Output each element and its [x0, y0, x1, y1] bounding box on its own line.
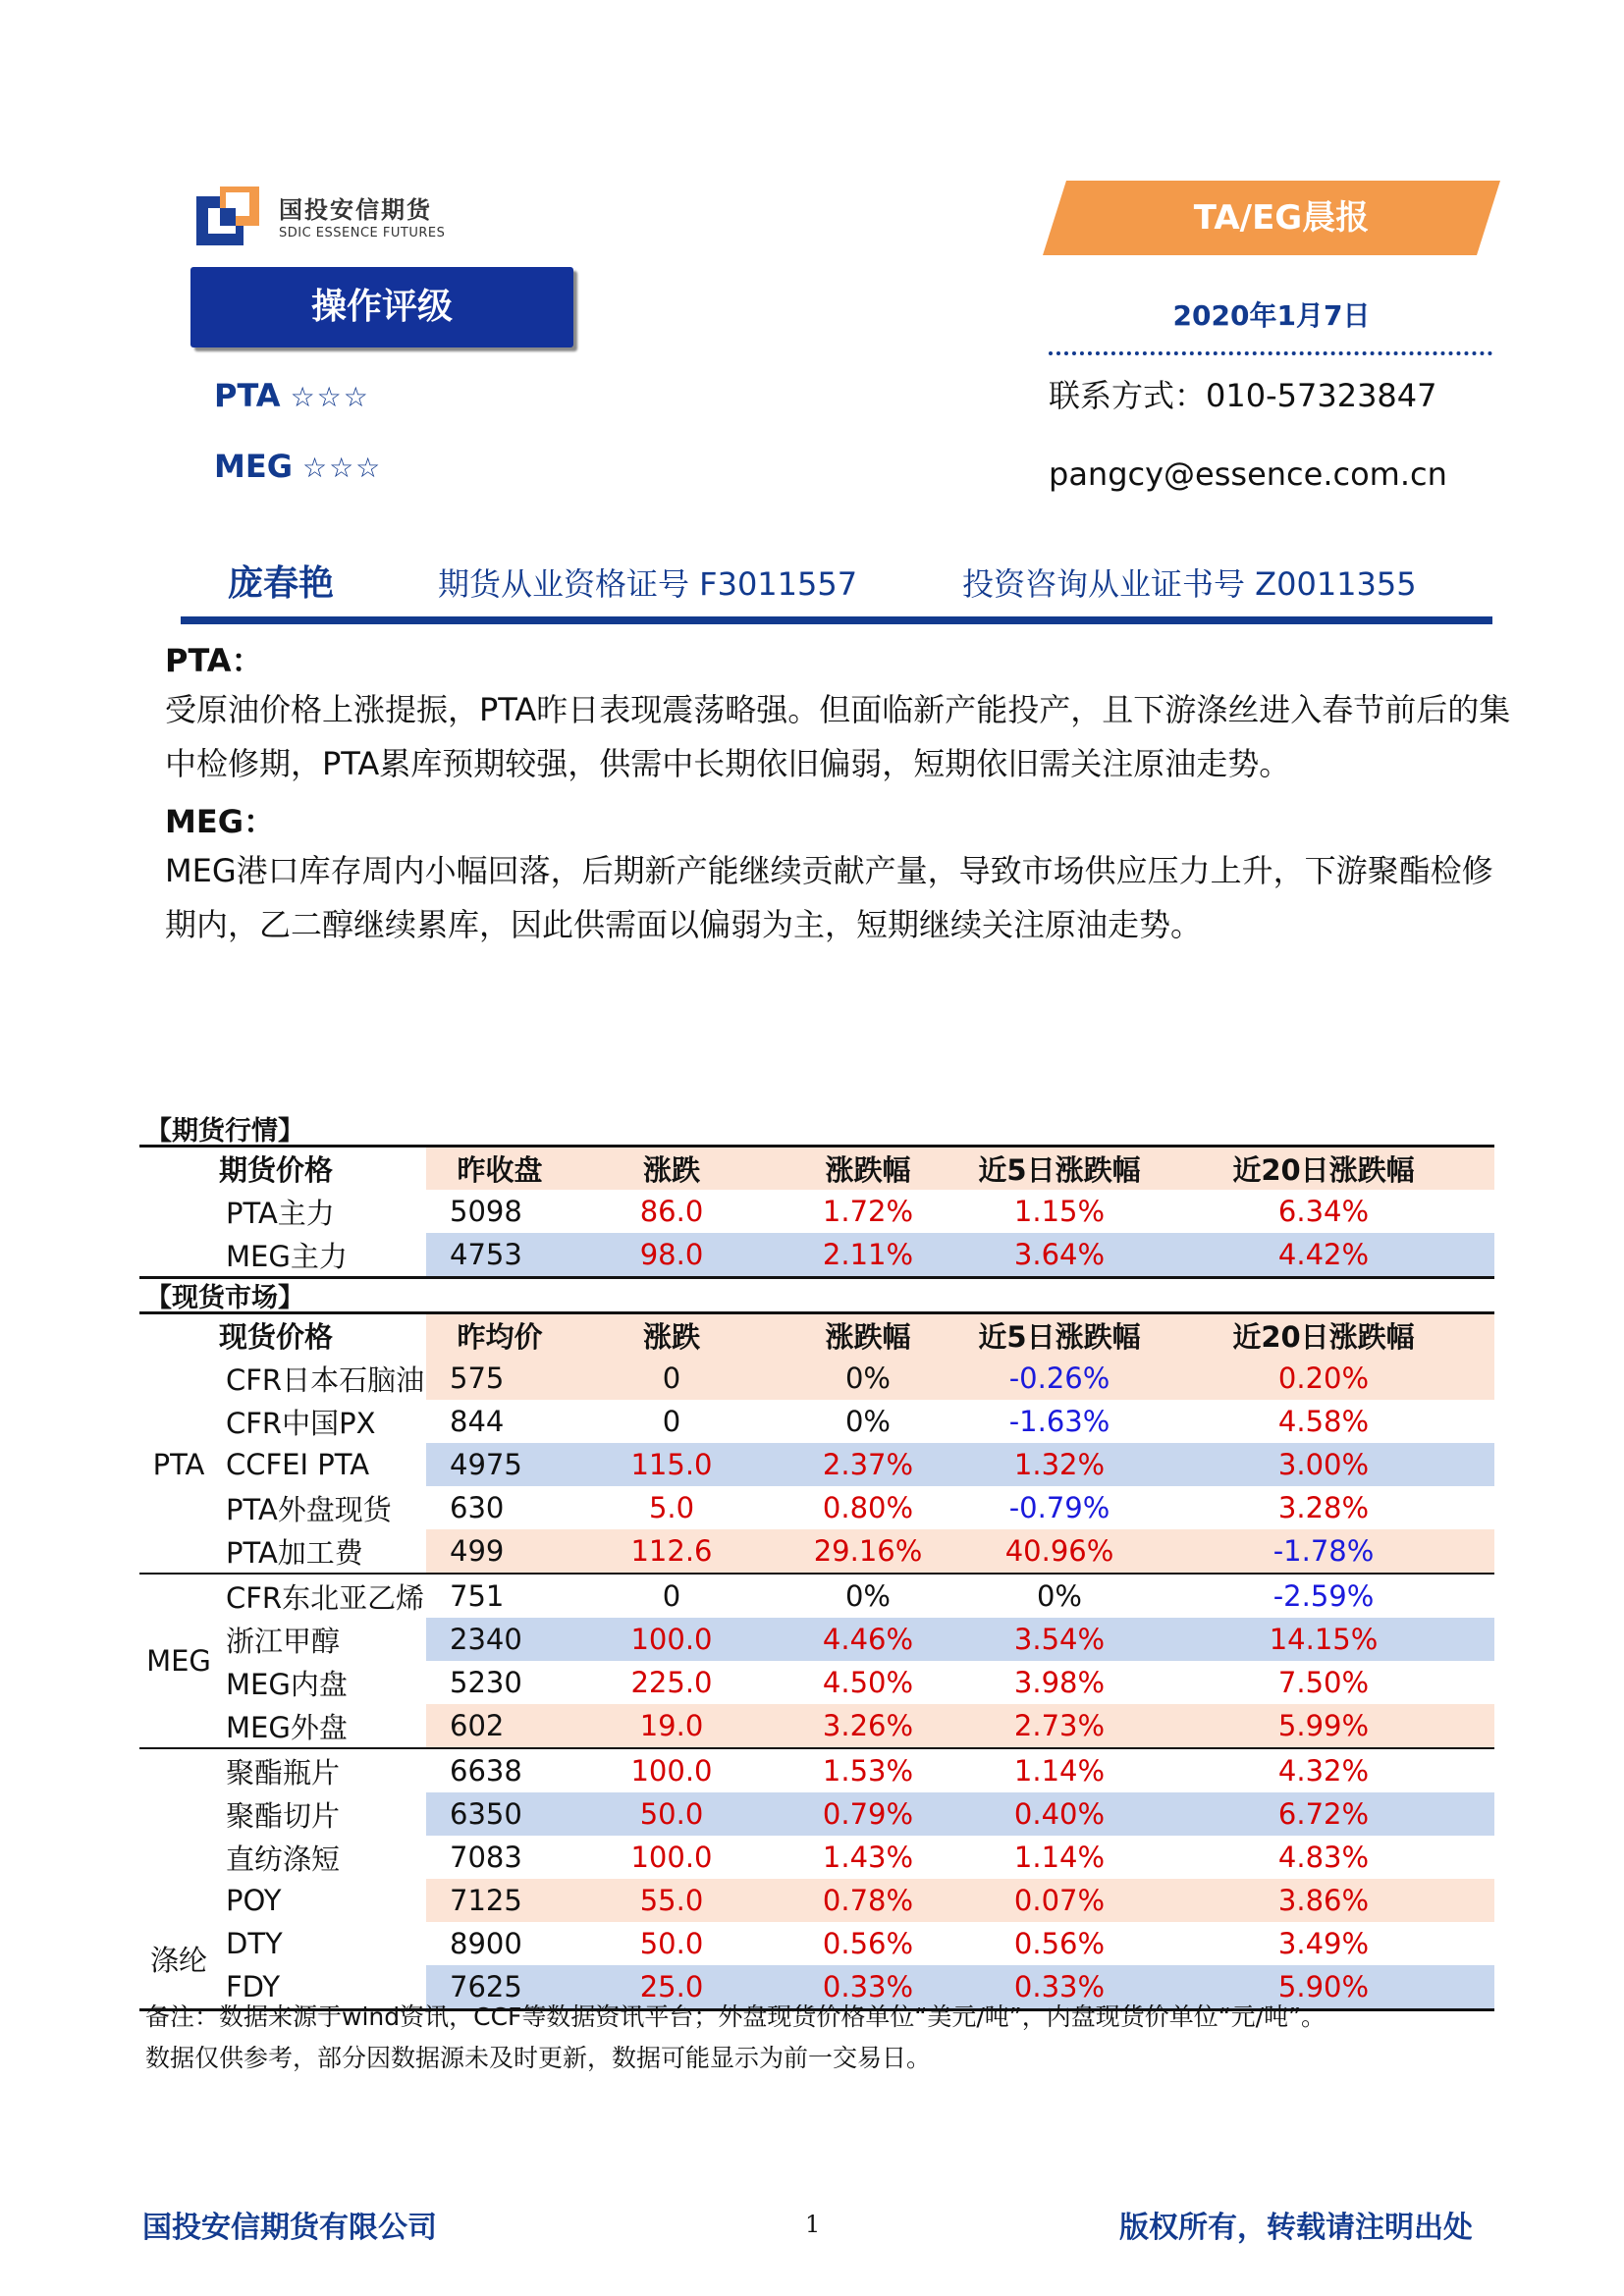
- table-row: [139, 1922, 1494, 1965]
- table-cell: 50.0: [639, 1927, 704, 1960]
- table-cell: 1.32%: [966, 1443, 1153, 1486]
- invest-cert: 投资咨询从业证书号 Z0011355: [962, 565, 1417, 603]
- table-cell: 3.86%: [1153, 1879, 1494, 1922]
- table-cell: 5.90%: [1153, 1965, 1494, 2010]
- table-row: [139, 1357, 1494, 1400]
- table-cell: 86.0: [639, 1195, 704, 1228]
- table-cell: 630: [450, 1491, 505, 1524]
- table-cell: 0.40%: [966, 1792, 1153, 1836]
- table-row: [139, 1748, 1494, 1792]
- table-cell: 1.14%: [966, 1748, 1153, 1792]
- table-cell: 7625: [426, 1965, 573, 2010]
- header-rule: [181, 616, 1492, 624]
- column-header: 涨跌幅: [770, 1313, 966, 1358]
- row-label: DTY: [226, 1927, 283, 1960]
- note-line-1: 备注：数据来源于wind资讯，CCF等数据资讯平台；外盘现货价格单位“美元/吨”，内盘现货价单位“元/吨”。: [145, 2002, 1326, 2031]
- logo-cn-text: 国投安信期货: [279, 196, 432, 224]
- table-cell: 4.58%: [1277, 1405, 1370, 1438]
- table-cell: 100.0: [630, 1841, 713, 1874]
- table-cell: -2.59%: [1153, 1574, 1494, 1618]
- row-label: MEG外盘: [226, 1710, 348, 1744]
- table-cell: 115.0: [573, 1443, 770, 1486]
- star-rating-icon: ☆☆☆: [290, 381, 370, 413]
- group-header-cell: [139, 1313, 218, 1358]
- report-title: TA/EG晨报: [1193, 198, 1370, 238]
- spot-table-title: 【现货市场】: [145, 1283, 304, 1313]
- table-cell: 1.14%: [1013, 1841, 1106, 1874]
- company-logo: [196, 185, 481, 253]
- report-banner: [1043, 181, 1500, 255]
- table-cell: 0.80%: [822, 1491, 914, 1524]
- report-date: 2020年1月7日: [1172, 299, 1371, 332]
- rating-item-name: PTA: [214, 377, 281, 414]
- table-cell: 575: [426, 1357, 573, 1400]
- table-cell: 7083: [450, 1841, 522, 1874]
- logo-mark-icon: [196, 187, 263, 247]
- rating-title: 操作评级: [310, 287, 453, 327]
- table-cell: 5.0: [648, 1491, 695, 1524]
- row-label: CCFEI PTA: [226, 1448, 370, 1481]
- rating-item-meg: [214, 448, 382, 485]
- table-row: [139, 1443, 1494, 1486]
- table-cell: 0.56%: [822, 1927, 914, 1960]
- table-row: [139, 1704, 1494, 1748]
- row-label: 直纺涤短: [226, 1842, 341, 1876]
- rating-item-pta: [214, 377, 370, 414]
- table-cell: 1.15%: [1013, 1195, 1106, 1228]
- group-label: MEG: [139, 1574, 218, 1748]
- group-header-cell: [139, 1147, 218, 1191]
- table-cell: 844: [450, 1405, 505, 1438]
- row-label: CFR日本石脑油: [226, 1362, 425, 1397]
- column-header: 近20日涨跌幅: [1153, 1313, 1494, 1358]
- row-label: CFR中国PX: [226, 1406, 376, 1440]
- table-header-row: [139, 1147, 1494, 1191]
- row-label: PTA主力: [226, 1196, 335, 1230]
- table-row: [139, 1190, 1494, 1233]
- table-row: [139, 1529, 1494, 1574]
- star-rating-icon: ☆☆☆: [301, 452, 383, 484]
- group-label: PTA: [152, 1448, 205, 1481]
- table-row: [139, 1574, 1494, 1618]
- table-row: [139, 1486, 1494, 1529]
- table-cell: 6.72%: [1153, 1792, 1494, 1836]
- table-cell: 7125: [426, 1879, 573, 1922]
- table-row: [139, 1661, 1494, 1704]
- table-cell: 6638: [426, 1748, 573, 1792]
- table-cell: 2.11%: [770, 1233, 966, 1278]
- table-cell: 55.0: [573, 1879, 770, 1922]
- column-header: 涨跌: [573, 1313, 770, 1358]
- contact-phone: 联系方式：010-57323847: [1049, 377, 1437, 414]
- column-header: 昨均价: [426, 1313, 573, 1358]
- note-line-2: 数据仅供参考，部分因数据源未及时更新，数据可能显示为前一交易日。: [145, 2044, 932, 2072]
- table-cell: 100.0: [573, 1618, 770, 1661]
- table-cell: 3.98%: [1013, 1666, 1106, 1699]
- table-cell: 602: [426, 1704, 573, 1748]
- table-cell: 225.0: [630, 1666, 713, 1699]
- row-label: MEG内盘: [226, 1667, 348, 1701]
- row-label: FDY: [226, 1970, 281, 2003]
- table-cell: -1.63%: [1008, 1405, 1110, 1438]
- table-cell: 0%: [966, 1574, 1153, 1618]
- table-cell: 29.16%: [770, 1529, 966, 1574]
- row-label: CFR东北亚乙烯: [218, 1574, 426, 1618]
- rating-box: [190, 267, 573, 347]
- data-note: [145, 1997, 1326, 2079]
- column-header: 涨跌幅: [770, 1147, 966, 1191]
- table-row: [139, 1618, 1494, 1661]
- page-number: 1: [805, 2211, 821, 2238]
- table-cell: 5230: [450, 1666, 522, 1699]
- section-heading-meg: MEG：: [165, 803, 275, 840]
- table-cell: 0.20%: [1153, 1357, 1494, 1400]
- column-header: 近20日涨跌幅: [1153, 1147, 1494, 1191]
- table-cell: 4.46%: [770, 1618, 966, 1661]
- table-cell: 0.33%: [770, 1965, 966, 2010]
- table-cell: 4.42%: [1153, 1233, 1494, 1278]
- table-cell: 0.33%: [966, 1965, 1153, 2010]
- table-cell: 98.0: [573, 1233, 770, 1278]
- rating-item-name: MEG: [214, 448, 293, 485]
- contact-email[interactable]: pangcy@essence.com.cn: [1049, 455, 1447, 493]
- table-cell: 0.07%: [966, 1879, 1153, 1922]
- table-row: [139, 1400, 1494, 1443]
- table-cell: 0.78%: [770, 1879, 966, 1922]
- table-cell: 0: [573, 1357, 770, 1400]
- table-cell: 100.0: [573, 1748, 770, 1792]
- dotted-divider: [1049, 351, 1492, 355]
- table-header-row: [139, 1313, 1494, 1358]
- table-cell: -1.78%: [1153, 1529, 1494, 1574]
- column-header: 现货价格: [219, 1320, 334, 1354]
- row-label: MEG主力: [226, 1239, 348, 1273]
- column-header: 期货价格: [219, 1153, 334, 1187]
- table-cell: 8900: [450, 1927, 522, 1960]
- table-cell: 1.43%: [822, 1841, 914, 1874]
- table-cell: -0.26%: [966, 1357, 1153, 1400]
- table-cell: 7.50%: [1277, 1666, 1370, 1699]
- futures-cert: 期货从业资格证号 F3011557: [438, 565, 858, 603]
- row-label: 聚酯切片: [226, 1798, 341, 1833]
- table-cell: 751: [426, 1574, 573, 1618]
- footer-copyright: 版权所有，转载请注明出处: [1119, 2211, 1473, 2245]
- table-cell: 50.0: [573, 1792, 770, 1836]
- table-cell: 19.0: [573, 1704, 770, 1748]
- spot-table: [139, 1311, 1494, 2011]
- table-cell: 4975: [426, 1443, 573, 1486]
- logo-en-text: SDIC ESSENCE FUTURES: [279, 226, 446, 240]
- table-cell: 6350: [426, 1792, 573, 1836]
- group-cell: [139, 1190, 218, 1233]
- table-cell: 5.99%: [1153, 1704, 1494, 1748]
- table-cell: 25.0: [573, 1965, 770, 2010]
- table-cell: 0%: [770, 1574, 966, 1618]
- table-cell: 4753: [426, 1233, 573, 1278]
- table-cell: 4.32%: [1153, 1748, 1494, 1792]
- row-label: 浙江甲醇: [226, 1624, 341, 1658]
- section-heading-pta: PTA：: [165, 642, 263, 679]
- table-cell: 2.73%: [966, 1704, 1153, 1748]
- table-row: [139, 1792, 1494, 1836]
- table-cell: 0%: [770, 1357, 966, 1400]
- group-label: 涤纶: [139, 1748, 218, 2010]
- table-cell: 3.54%: [966, 1618, 1153, 1661]
- table-cell: 4.50%: [822, 1666, 914, 1699]
- table-cell: 2340: [426, 1618, 573, 1661]
- footer-company: 国投安信期货有限公司: [142, 2211, 437, 2245]
- table-cell: 0.79%: [770, 1792, 966, 1836]
- table-cell: 3.26%: [770, 1704, 966, 1748]
- column-header: 近5日涨跌幅: [966, 1147, 1153, 1191]
- column-header: 昨收盘: [426, 1147, 573, 1191]
- table-cell: 2.37%: [770, 1443, 966, 1486]
- analyst-name: 庞春艳: [228, 563, 335, 604]
- table-row: [139, 1233, 1494, 1278]
- table-cell: 3.28%: [1277, 1491, 1370, 1524]
- table-cell: 3.00%: [1153, 1443, 1494, 1486]
- table-cell: 40.96%: [966, 1529, 1153, 1574]
- section-text-pta: 受原油价格上涨提振，PTA昨日表现震荡略强。但面临新产能投产，且下游涤丝进入春节前后的集中检修期，PTA累库预期较强，供需中长期依旧偏弱，短期依旧需关注原油走势。: [165, 691, 1511, 782]
- column-header: 涨跌: [573, 1147, 770, 1191]
- row-label: 聚酯瓶片: [218, 1748, 426, 1792]
- row-label: POY: [226, 1884, 282, 1917]
- futures-table: [139, 1145, 1494, 1279]
- table-cell: 112.6: [573, 1529, 770, 1574]
- table-cell: 0.56%: [1013, 1927, 1106, 1960]
- table-cell: -0.79%: [1008, 1491, 1110, 1524]
- table-cell: 4.83%: [1277, 1841, 1370, 1874]
- futures-table-title: 【期货行情】: [145, 1116, 304, 1147]
- table-cell: 3.49%: [1277, 1927, 1370, 1960]
- column-header: 近5日涨跌幅: [966, 1313, 1153, 1358]
- table-cell: 0%: [844, 1405, 891, 1438]
- table-cell: 1.72%: [822, 1195, 914, 1228]
- table-cell: 499: [426, 1529, 573, 1574]
- table-row: [139, 1836, 1494, 1879]
- row-label: PTA外盘现货: [226, 1492, 392, 1526]
- table-cell: 0: [573, 1574, 770, 1618]
- table-cell: 14.15%: [1153, 1618, 1494, 1661]
- table-row: [139, 1879, 1494, 1922]
- table-cell: 1.53%: [770, 1748, 966, 1792]
- group-cell: [139, 1233, 218, 1278]
- section-text-meg: MEG港口库存周内小幅回落，后期新产能继续贡献产量，导致市场供应压力上升，下游聚酯检修期内，乙二醇继续累库，因此供需面以偏弱为主，短期继续关注原油走势。: [165, 852, 1493, 943]
- table-cell: 5098: [450, 1195, 522, 1228]
- row-label: PTA加工费: [226, 1535, 363, 1570]
- table-cell: 0: [662, 1405, 681, 1438]
- table-cell: 3.64%: [966, 1233, 1153, 1278]
- table-cell: 6.34%: [1277, 1195, 1370, 1228]
